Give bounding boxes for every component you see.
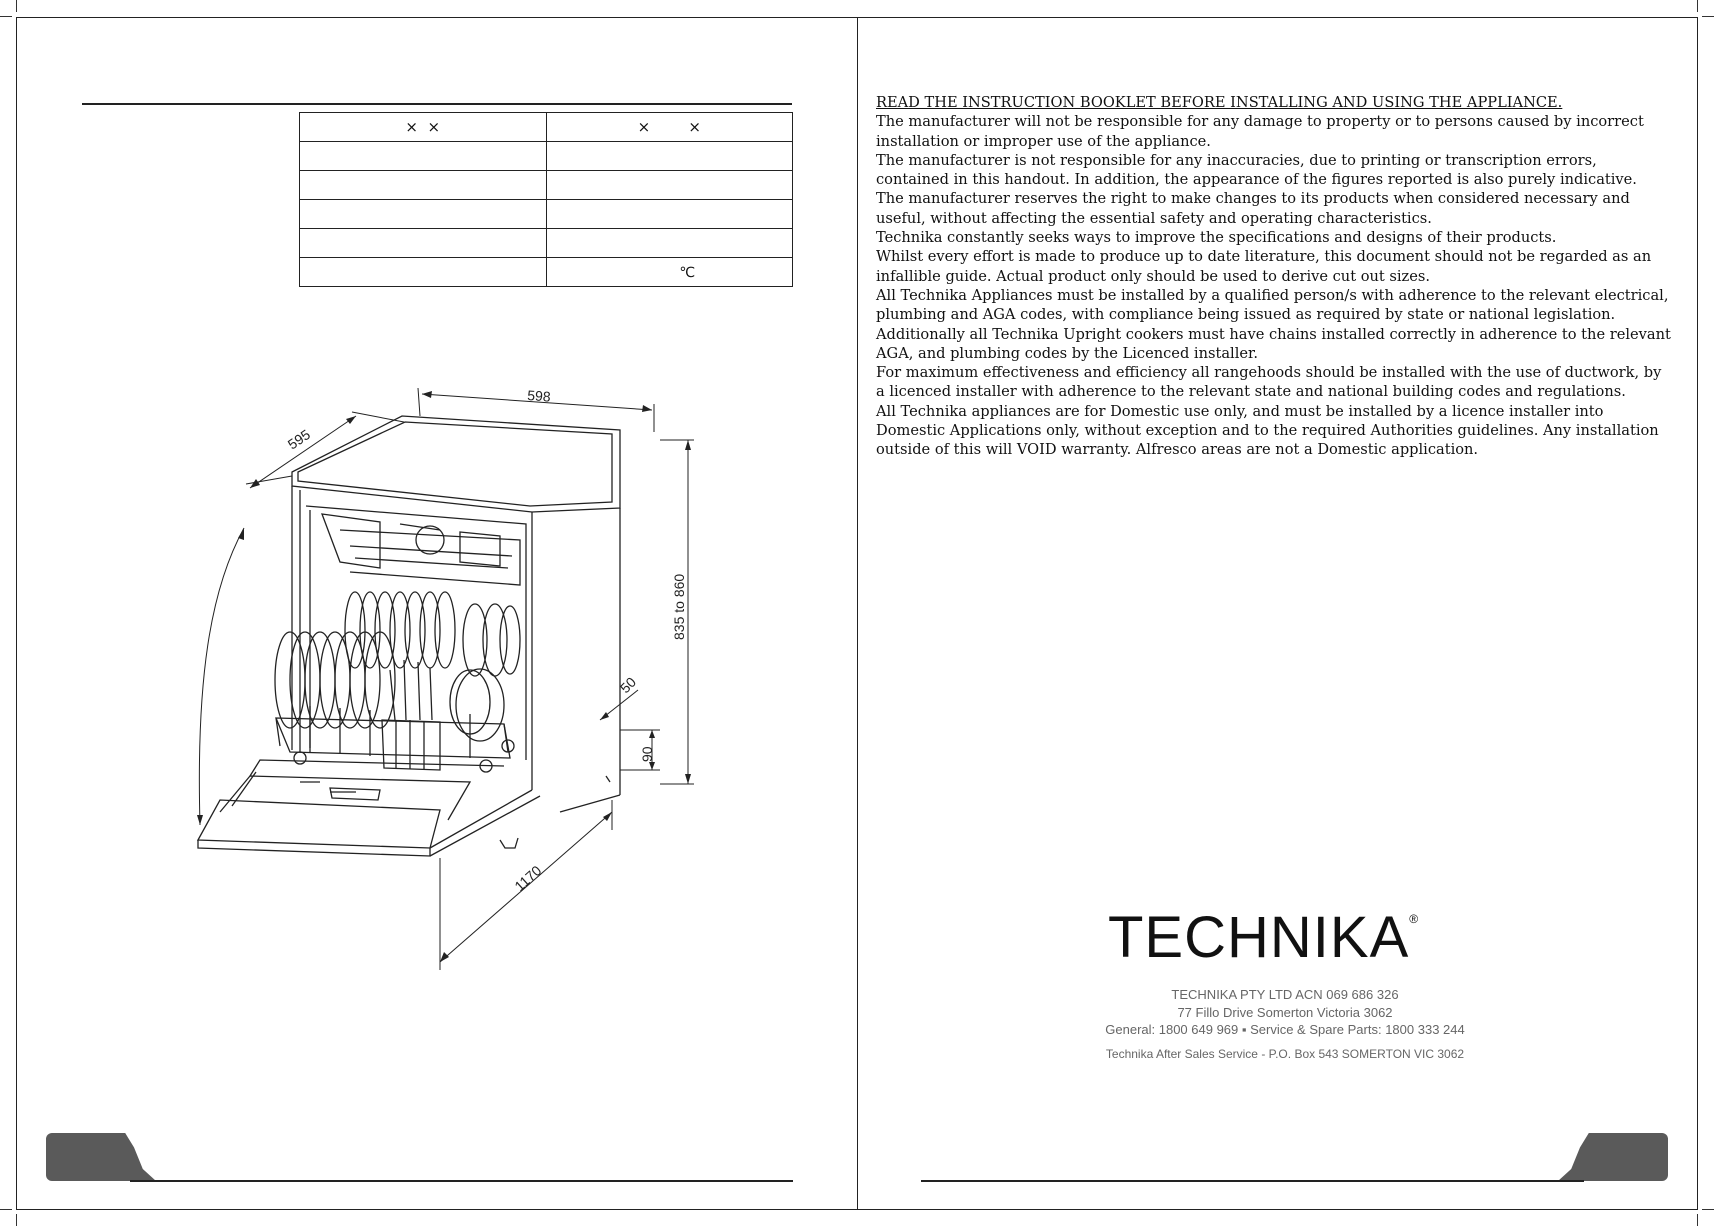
table-cell: × ×	[546, 113, 793, 142]
address-line: 77 Fillo Drive Somerton Victoria 3062	[1177, 1005, 1393, 1020]
crop-mark-tl-v	[16, 0, 17, 12]
crop-mark-tr-h	[1702, 16, 1714, 17]
instruction-paragraph: For maximum effectiveness and efficiency all rangehoods should be installed with the use of ductwork, by a licenced installer with adherence to the relevant state and national building codes and regulations.	[876, 364, 1662, 401]
left-page-tab	[46, 1133, 156, 1181]
table-row	[300, 142, 793, 171]
instructions-heading: READ THE INSTRUCTION BOOKLET BEFORE INSTALLING AND USING THE APPLIANCE.	[876, 94, 1563, 111]
crop-mark-br-h	[1702, 1209, 1714, 1210]
left-bottom-rule	[130, 1180, 793, 1182]
right-page-tab	[1558, 1133, 1668, 1181]
instruction-paragraph: The manufacturer reserves the right to make changes to its products when considered necessary and useful, without affecting the essential safety and operating characteristics.	[876, 190, 1630, 227]
logo-text: TECHNIKA	[1108, 905, 1410, 970]
page-divider	[857, 17, 858, 1209]
crop-mark-bl-v	[16, 1214, 17, 1226]
table-cell	[300, 171, 547, 200]
table-row	[300, 171, 793, 200]
dimension-plinth-label: 90	[639, 746, 655, 762]
table-row	[300, 113, 793, 142]
dimension-depth-label: 595	[284, 426, 314, 453]
technika-logo	[1108, 904, 1419, 971]
table-cell	[300, 229, 547, 258]
table-cell	[300, 258, 547, 287]
table-row	[300, 200, 793, 229]
dimension-width-label: 598	[526, 387, 552, 405]
table-cell	[546, 200, 793, 229]
dishwasher-dimension-diagram	[180, 370, 720, 980]
right-bottom-rule	[921, 1180, 1584, 1182]
table-cell: × ×	[300, 113, 547, 142]
address-line: General: 1800 649 969 ▪ Service & Spare Parts: 1800 333 244	[1105, 1022, 1465, 1037]
registered-mark: ®	[1409, 912, 1420, 926]
address-line: Technika After Sales Service - P.O. Box 543 SOMERTON VIC 3062	[1105, 1047, 1465, 1061]
instruction-paragraph: Technika constantly seeks ways to improve the specifications and designs of their products.	[876, 229, 1557, 247]
instruction-paragraph: The manufacturer will not be responsible for any damage to property or to persons caused by incorrect installation or improper use of the appliance.	[876, 113, 1644, 150]
table-row	[300, 258, 793, 287]
left-top-rule	[82, 103, 792, 105]
table-cell	[300, 200, 547, 229]
crop-mark-br-v	[1697, 1214, 1698, 1226]
instruction-paragraph: Whilst every effort is made to produce up to date literature, this document should not be regarded as an infallible guide. Actual product only should be used to derive cut out sizes.	[876, 248, 1652, 285]
table-row	[300, 229, 793, 258]
dimension-gap-label: 50	[616, 673, 640, 697]
table-cell	[546, 171, 793, 200]
instructions-text	[876, 93, 1671, 460]
crop-mark-tr-v	[1697, 0, 1698, 12]
frame-bottom	[16, 1209, 1698, 1210]
frame-right	[1697, 17, 1698, 1209]
instruction-paragraph: Additionally all Technika Upright cookers must have chains installed correctly in adherence to the relevant AGA, and plumbing codes by the Licenced installer.	[876, 325, 1671, 362]
address-line: TECHNIKA PTY LTD ACN 069 686 326	[1171, 987, 1399, 1002]
table-cell	[546, 229, 793, 258]
frame-left	[16, 17, 17, 1209]
crop-mark-tl-h	[0, 16, 12, 17]
instruction-paragraph: The manufacturer is not responsible for any inaccuracies, due to printing or transcription errors, contained in this handout. In addition, the appearance of the figures reported is also purely indicative.	[876, 151, 1637, 189]
instruction-paragraph: All Technika appliances are for Domestic use only, and must be installed by a licence installer into Domestic Applications only, without exception and to the required Authorities guidelines. Any installation outside of this will VOID warranty. Alfresco areas are not a Domestic application.	[876, 402, 1659, 459]
instruction-paragraph: All Technika Appliances must be installed by a qualified person/s with adherence to the relevant electrical, plumbing and AGA codes, with compliance being issued as required by state or national legislation.	[876, 286, 1669, 324]
dimension-height-label: 835 to 860	[671, 573, 687, 640]
crop-mark-bl-h	[0, 1209, 12, 1210]
dimension-door-open-label: 1170	[511, 862, 545, 895]
table-cell	[300, 142, 547, 171]
table-cell	[546, 142, 793, 171]
specification-table	[299, 112, 793, 287]
table-cell: ℃	[546, 258, 793, 287]
